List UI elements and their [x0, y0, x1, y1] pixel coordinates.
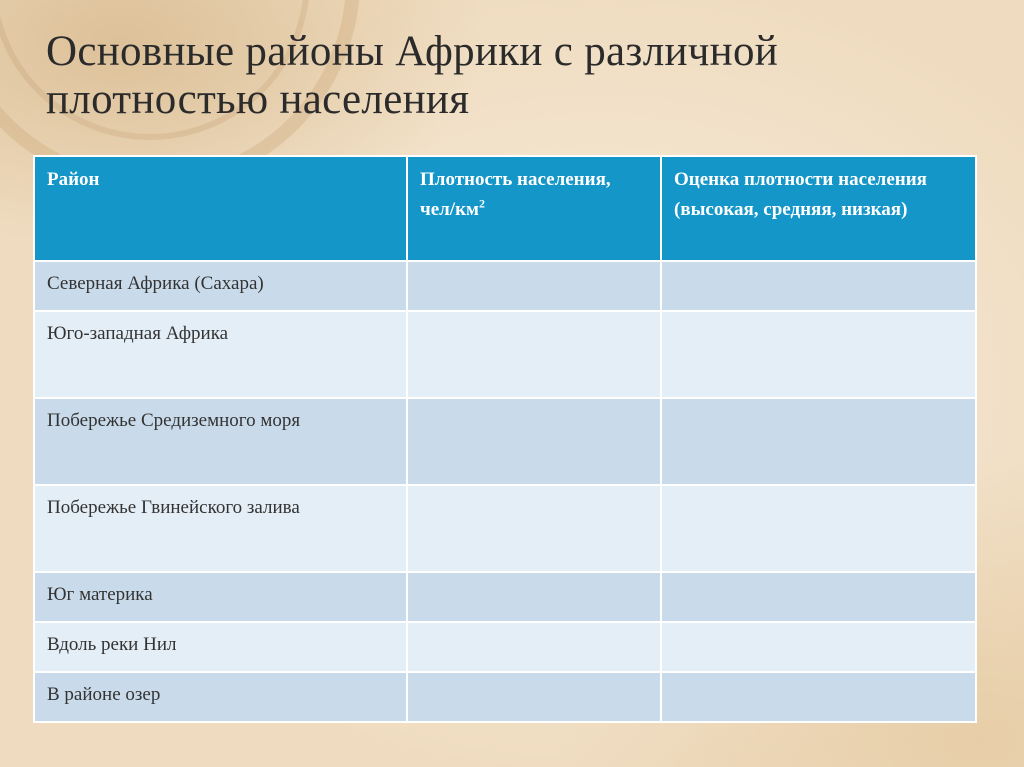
- cell-rating[interactable]: [661, 572, 976, 622]
- cell-rating[interactable]: [661, 485, 976, 572]
- cell-density[interactable]: [407, 572, 661, 622]
- cell-density[interactable]: [407, 261, 661, 311]
- cell-density[interactable]: [407, 672, 661, 722]
- header-region-label: Район: [47, 169, 100, 190]
- cell-rating[interactable]: [661, 398, 976, 485]
- header-rating-label: Оценка плотности населения (высокая, средняя, низкая): [674, 169, 927, 220]
- header-region: [34, 156, 407, 261]
- cell-rating[interactable]: [661, 261, 976, 311]
- table-row: [34, 622, 976, 672]
- cell-density[interactable]: [407, 311, 661, 398]
- cell-region: Побережье Средиземного моря: [34, 398, 407, 485]
- table-body: [34, 261, 976, 722]
- header-density-label: Плотность населения, чел/км: [420, 169, 611, 220]
- cell-rating[interactable]: [661, 672, 976, 722]
- slide-title: Основные районы Африки с различной плотностью населения: [46, 28, 779, 123]
- table-row: [34, 261, 976, 311]
- cell-region: Юг материка: [34, 572, 407, 622]
- table-row: [34, 311, 976, 398]
- density-table-container: [33, 155, 975, 723]
- cell-rating[interactable]: [661, 622, 976, 672]
- table-row: [34, 398, 976, 485]
- table-row: [34, 572, 976, 622]
- cell-rating[interactable]: [661, 311, 976, 398]
- table-row: [34, 485, 976, 572]
- table-row: [34, 672, 976, 722]
- cell-region: В районе озер: [34, 672, 407, 722]
- header-density-superscript: 2: [478, 196, 485, 211]
- header-rating: [661, 156, 976, 261]
- header-density: [407, 156, 661, 261]
- cell-density[interactable]: [407, 398, 661, 485]
- cell-region: Побережье Гвинейского залива: [34, 485, 407, 572]
- cell-region: Юго-западная Африка: [34, 311, 407, 398]
- cell-density[interactable]: [407, 622, 661, 672]
- cell-region: Северная Африка (Сахара): [34, 261, 407, 311]
- cell-region: Вдоль реки Нил: [34, 622, 407, 672]
- density-table: [33, 155, 977, 723]
- table-header-row: [34, 156, 976, 261]
- cell-density[interactable]: [407, 485, 661, 572]
